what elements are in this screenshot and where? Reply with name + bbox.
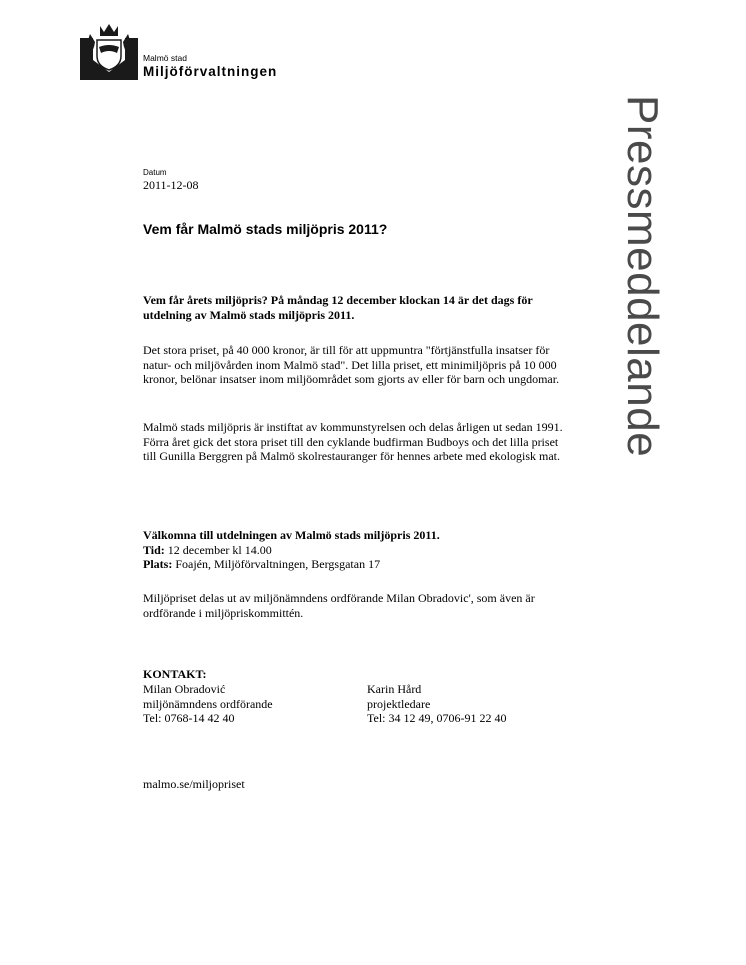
- date-value: 2011-12-08: [143, 178, 199, 192]
- body-paragraph-2: Malmö stads miljöpris är instiftat av kommunstyrelsen och delas årligen ut sedan 1991. Förra året gick det stora priset till den cyklande budfirman Budboys och det lilla priset till Gunilla Berggren på Malmö skolrestauranger för hennes arbete med ekologisk mat.: [143, 420, 563, 463]
- contact-person-2: [367, 682, 506, 726]
- contact-name: Karin Hård: [367, 682, 422, 696]
- website-link[interactable]: malmo.se/miljopriset: [143, 777, 245, 791]
- event-time-value: 12 december kl 14.00: [164, 543, 272, 557]
- malmo-coat-of-arms-logo: [80, 20, 138, 80]
- lead-paragraph: Vem får årets miljöpris? På måndag 12 december klockan 14 är det dags för utdelning av Malmö stads miljöpris 2011.: [143, 293, 533, 322]
- event-place-value: Foajén, Miljöförvaltningen, Bergsgatan 17: [172, 557, 381, 571]
- event-time-line: [143, 543, 563, 558]
- event-time-label: Tid:: [143, 543, 165, 557]
- date-label: Datum: [143, 168, 167, 177]
- contact-role: projektledare: [367, 696, 431, 711]
- page-title: Vem får Malmö stads miljöpris 2011?: [143, 221, 388, 237]
- event-note: Miljöpriset delas ut av miljönämndens ordförande Milan Obradovic', som även är ordförande i miljöpriskommittén.: [143, 591, 535, 620]
- press-release-vertical-title: Pressmeddelande: [618, 95, 667, 458]
- body-paragraph-1: Det stora priset, på 40 000 kronor, är till för att uppmuntra "förtjänstfulla insatser för natur- och miljövården inom Malmö stad". Det lilla priset, ett minimiljöpris på 10 000 kronor, belönar insatser inom miljöområdet som gjorts av eller för barn och ungdomar.: [143, 343, 560, 386]
- contact-role: miljönämndens ordförande: [143, 696, 273, 711]
- event-welcome: Välkomna till utdelningen av Malmö stads miljöpris 2011.: [143, 528, 440, 542]
- event-place-label: Plats:: [143, 557, 173, 571]
- org-name-small: Malmö stad: [143, 53, 187, 63]
- contact-heading: KONTAKT:: [143, 667, 207, 681]
- contact-name: Milan Obradović: [143, 682, 226, 696]
- contact-person-1: [143, 682, 273, 726]
- contact-phone: Tel: 34 12 49, 0706-91 22 40: [367, 711, 507, 725]
- contact-phone: Tel: 0768-14 42 40: [143, 711, 235, 725]
- event-place-line: [143, 557, 563, 572]
- org-name-department: Miljöförvaltningen: [143, 64, 278, 79]
